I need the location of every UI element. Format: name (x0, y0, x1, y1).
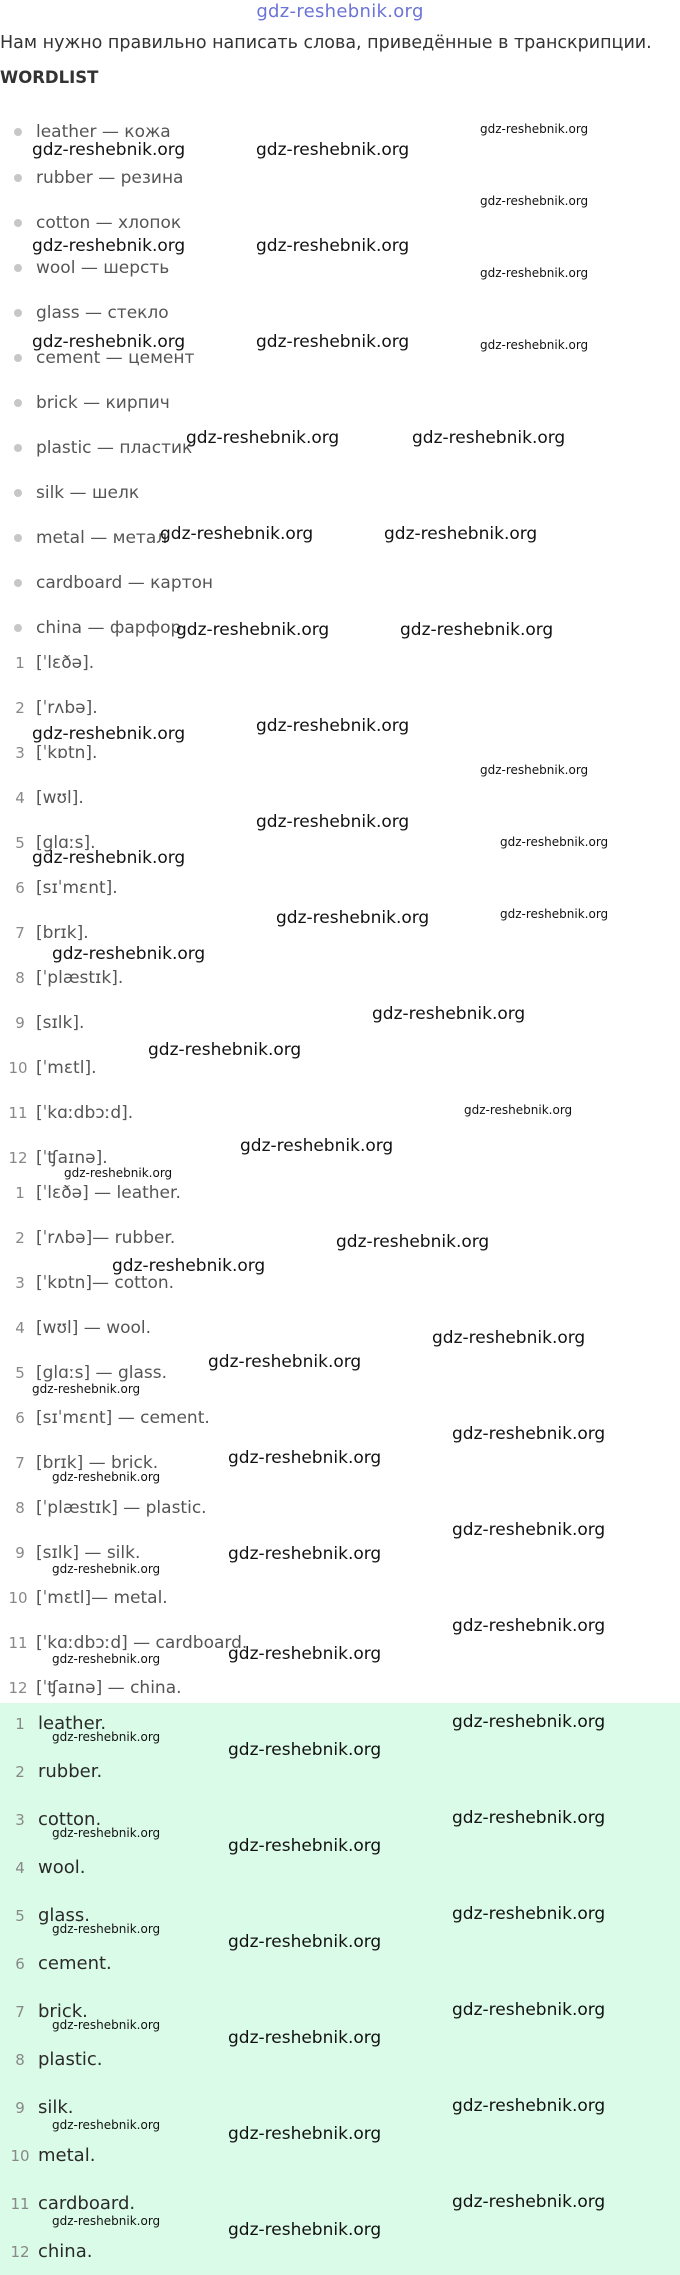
match-text: [sɪˈmɛnt] — cement. (36, 1408, 210, 1428)
watermark: gdz-reshebnik.org (52, 1652, 161, 1666)
watermark: gdz-reshebnik.org (480, 122, 589, 136)
match-text: [glɑːs] — glass. (36, 1363, 168, 1383)
item-number: 7 (15, 924, 25, 942)
match-text: [brɪk] — brick. (36, 1453, 159, 1473)
answer-text: brick. (38, 2001, 88, 2022)
item-number: 1 (15, 1715, 25, 1733)
item-number: 2 (15, 1763, 25, 1781)
watermark: gdz-reshebnik.org (208, 1352, 362, 1372)
watermark: gdz-reshebnik.org (400, 620, 554, 640)
watermark: gdz-reshebnik.org (228, 1544, 382, 1564)
match-text: [ˈʧaɪnə] — china. (36, 1678, 182, 1698)
watermark: gdz-reshebnik.org (32, 1382, 141, 1396)
answer-text: glass. (38, 1905, 90, 1926)
watermark: gdz-reshebnik.org (480, 194, 589, 208)
answer-text: rubber. (38, 1761, 103, 1782)
wordlist-item-text: cardboard — картон (36, 573, 214, 593)
wordlist-item-text: cement — цемент (36, 348, 195, 368)
watermark: gdz-reshebnik.org (412, 428, 566, 448)
watermark: gdz-reshebnik.org (228, 2220, 382, 2240)
watermark: gdz-reshebnik.org (256, 140, 410, 160)
transcription-text: [ˈkɑːdbɔːd]. (36, 1103, 134, 1123)
answer-text: cotton. (38, 1809, 102, 1830)
item-number: 3 (15, 1274, 25, 1292)
answer-text: cardboard. (38, 2193, 136, 2214)
watermark: gdz-reshebnik.org (240, 1136, 394, 1156)
item-number: 12 (8, 1679, 28, 1697)
watermark: gdz-reshebnik.org (52, 1730, 161, 1744)
wordlist-heading: WORDLIST (0, 68, 99, 87)
answer-text: leather. (38, 1713, 107, 1734)
watermark: gdz-reshebnik.org (372, 1004, 526, 1024)
bullet-icon (14, 444, 22, 452)
watermark: gdz-reshebnik.org (452, 1424, 606, 1444)
transcription-text: [wʊl]. (36, 788, 84, 808)
watermark: gdz-reshebnik.org (276, 908, 430, 928)
watermark: gdz-reshebnik.org (464, 1103, 573, 1117)
item-number: 11 (10, 2195, 30, 2213)
match-text: [sɪlk] — silk. (36, 1543, 141, 1563)
watermark: gdz-reshebnik.org (52, 944, 206, 964)
answer-text: silk. (38, 2097, 74, 2118)
bullet-icon (14, 534, 22, 542)
transcription-text: [ˈmɛtl]. (36, 1058, 97, 1078)
watermark: gdz-reshebnik.org (384, 524, 538, 544)
transcription-text: [sɪlk]. (36, 1013, 85, 1033)
watermark: gdz-reshebnik.org (148, 1040, 302, 1060)
wordlist-item-text: metal — метал (36, 528, 168, 548)
match-text: [ˈkɒtn]— cotton. (36, 1273, 175, 1293)
watermark: gdz-reshebnik.org (52, 2214, 161, 2228)
watermark: gdz-reshebnik.org (500, 835, 609, 849)
watermark: gdz-reshebnik.org (256, 236, 410, 256)
answer-box (0, 1703, 680, 2275)
answer-text: china. (38, 2241, 93, 2262)
bullet-icon (14, 354, 22, 362)
item-number: 11 (8, 1104, 28, 1122)
bullet-icon (14, 309, 22, 317)
bullet-icon (14, 264, 22, 272)
item-number: 8 (15, 969, 25, 987)
item-number: 9 (15, 2099, 25, 2117)
item-number: 4 (15, 789, 25, 807)
item-number: 12 (10, 2243, 30, 2261)
watermark: gdz-reshebnik.org (186, 428, 340, 448)
transcription-text: [ˈʧaɪnə]. (36, 1148, 108, 1168)
item-number: 7 (15, 1454, 25, 1472)
item-number: 6 (15, 879, 25, 897)
watermark: gdz-reshebnik.org (52, 1562, 161, 1576)
watermark: gdz-reshebnik.org (160, 524, 314, 544)
match-text: [ˈlɛðə] — leather. (36, 1183, 181, 1203)
watermark: gdz-reshebnik.org (32, 140, 186, 160)
watermark: gdz-reshebnik.org (480, 763, 589, 777)
watermark: gdz-reshebnik.org (32, 332, 186, 352)
watermark: gdz-reshebnik.org (64, 1166, 173, 1180)
watermark: gdz-reshebnik.org (480, 266, 589, 280)
match-text: [wʊl] — wool. (36, 1318, 152, 1338)
item-number: 1 (15, 1184, 25, 1202)
item-number: 10 (8, 1059, 28, 1077)
watermark: gdz-reshebnik.org (336, 1232, 490, 1252)
item-number: 10 (10, 2147, 30, 2165)
wordlist-item-text: cotton — хлопок (36, 213, 182, 233)
item-number: 9 (15, 1014, 25, 1032)
transcription-text: [ˈlɛðə]. (36, 653, 95, 673)
transcription-text: [glɑːs]. (36, 833, 96, 853)
watermark: gdz-reshebnik.org (52, 1826, 161, 1840)
wordlist-item-text: silk — шелк (36, 483, 140, 503)
item-number: 4 (15, 1319, 25, 1337)
item-number: 2 (15, 1229, 25, 1247)
watermark: gdz-reshebnik.org (228, 1644, 382, 1664)
answer-text: plastic. (38, 2049, 103, 2070)
transcription-text: [sɪˈmɛnt]. (36, 878, 118, 898)
watermark: gdz-reshebnik.org (52, 1922, 161, 1936)
wordlist-item-text: glass — стекло (36, 303, 169, 323)
watermark: gdz-reshebnik.org (452, 2192, 606, 2212)
wordlist-item-text: brick — кирпич (36, 393, 170, 413)
bullet-icon (14, 579, 22, 587)
site-logo[interactable]: gdz-reshebnik.org (256, 1, 424, 22)
watermark: gdz-reshebnik.org (228, 1932, 382, 1952)
watermark: gdz-reshebnik.org (32, 848, 186, 868)
wordlist-item-text: leather — кожа (36, 122, 171, 142)
match-text: [ˈrʌbə]— rubber. (36, 1228, 176, 1248)
item-number: 11 (8, 1634, 28, 1652)
bullet-icon (14, 219, 22, 227)
watermark: gdz-reshebnik.org (452, 1616, 606, 1636)
watermark: gdz-reshebnik.org (452, 2000, 606, 2020)
item-number: 8 (15, 2051, 25, 2069)
bullet-icon (14, 399, 22, 407)
watermark: gdz-reshebnik.org (480, 338, 589, 352)
bullet-icon (14, 624, 22, 632)
item-number: 5 (15, 834, 25, 852)
wordlist-item-text: china — фарфор (36, 618, 182, 638)
item-number: 6 (15, 1955, 25, 1973)
transcription-text: [ˈplæstɪk]. (36, 968, 124, 988)
item-number: 10 (8, 1589, 28, 1607)
watermark: gdz-reshebnik.org (228, 2124, 382, 2144)
match-text: [ˈmɛtl]— metal. (36, 1588, 168, 1608)
item-number: 5 (15, 1907, 25, 1925)
watermark: gdz-reshebnik.org (52, 1470, 161, 1484)
watermark: gdz-reshebnik.org (432, 1328, 586, 1348)
answer-text: cement. (38, 1953, 112, 1974)
item-number: 7 (15, 2003, 25, 2021)
wordlist-item-text: rubber — резина (36, 168, 184, 188)
watermark: gdz-reshebnik.org (228, 2028, 382, 2048)
match-text: [ˈplæstɪk] — plastic. (36, 1498, 207, 1518)
item-number: 12 (8, 1149, 28, 1167)
watermark: gdz-reshebnik.org (256, 716, 410, 736)
bullet-icon (14, 489, 22, 497)
wordlist-item-text: plastic — пластик (36, 438, 193, 458)
watermark: gdz-reshebnik.org (256, 812, 410, 832)
watermark: gdz-reshebnik.org (52, 2018, 161, 2032)
transcription-text: [ˈrʌbə]. (36, 698, 98, 718)
watermark: gdz-reshebnik.org (32, 236, 186, 256)
answer-text: metal. (38, 2145, 96, 2166)
item-number: 5 (15, 1364, 25, 1382)
watermark: gdz-reshebnik.org (52, 2118, 161, 2132)
watermark: gdz-reshebnik.org (112, 1256, 266, 1276)
watermark: gdz-reshebnik.org (228, 1740, 382, 1760)
item-number: 9 (15, 1544, 25, 1562)
watermark: gdz-reshebnik.org (176, 620, 330, 640)
wordlist-item-text: wool — шерсть (36, 258, 170, 278)
transcription-text: [ˈkɒtn]. (36, 743, 98, 763)
task-instruction: Нам нужно правильно написать слова, приведённые в транскрипции. (0, 33, 652, 53)
watermark: gdz-reshebnik.org (452, 1904, 606, 1924)
answer-text: wool. (38, 1857, 86, 1878)
transcription-text: [brɪk]. (36, 923, 89, 943)
item-number: 1 (15, 654, 25, 672)
item-number: 3 (15, 744, 25, 762)
bullet-icon (14, 128, 22, 136)
watermark: gdz-reshebnik.org (452, 2096, 606, 2116)
bullet-icon (14, 174, 22, 182)
item-number: 2 (15, 699, 25, 717)
match-text: [ˈkɑːdbɔːd] — cardboard. (36, 1633, 248, 1653)
item-number: 4 (15, 1859, 25, 1877)
item-number: 8 (15, 1499, 25, 1517)
item-number: 6 (15, 1409, 25, 1427)
watermark: gdz-reshebnik.org (256, 332, 410, 352)
watermark: gdz-reshebnik.org (32, 724, 186, 744)
watermark: gdz-reshebnik.org (228, 1448, 382, 1468)
watermark: gdz-reshebnik.org (452, 1808, 606, 1828)
item-number: 3 (15, 1811, 25, 1829)
watermark: gdz-reshebnik.org (452, 1712, 606, 1732)
watermark: gdz-reshebnik.org (228, 1836, 382, 1856)
watermark: gdz-reshebnik.org (500, 907, 609, 921)
watermark: gdz-reshebnik.org (452, 1520, 606, 1540)
